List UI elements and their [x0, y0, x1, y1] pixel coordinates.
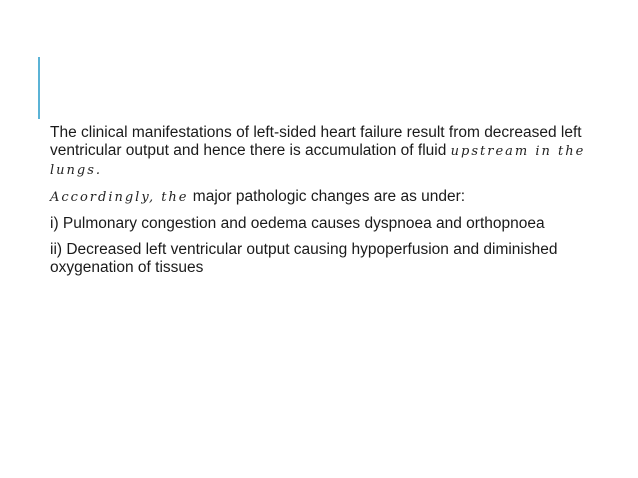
paragraph-intro-text: The clinical manifestations of left-sided heart failure result from decreased left ventricular output and hence there is accumulation of fluid — [50, 124, 582, 159]
list-item-decreased-output-text: ii) Decreased left ventricular output causing hypoperfusion and diminished oxygenation of tissues — [50, 241, 558, 276]
accent-bar — [38, 57, 40, 119]
paragraph-intro-script-text: upstream in the lungs. — [50, 144, 586, 178]
list-item-pulmonary-congestion-text: i) Pulmonary congestion and oedema causes dyspnoea and orthopnoea — [50, 215, 545, 232]
paragraph-accordingly-text: major pathologic changes are as under: — [188, 188, 466, 205]
paragraph-accordingly-script-text: Accordingly, the — [50, 190, 189, 205]
paragraph-intro — [50, 124, 610, 180]
list-item-pulmonary-congestion — [50, 215, 610, 233]
slide-body — [50, 124, 610, 285]
paragraph-accordingly — [50, 188, 610, 207]
list-item-decreased-output — [50, 241, 610, 277]
